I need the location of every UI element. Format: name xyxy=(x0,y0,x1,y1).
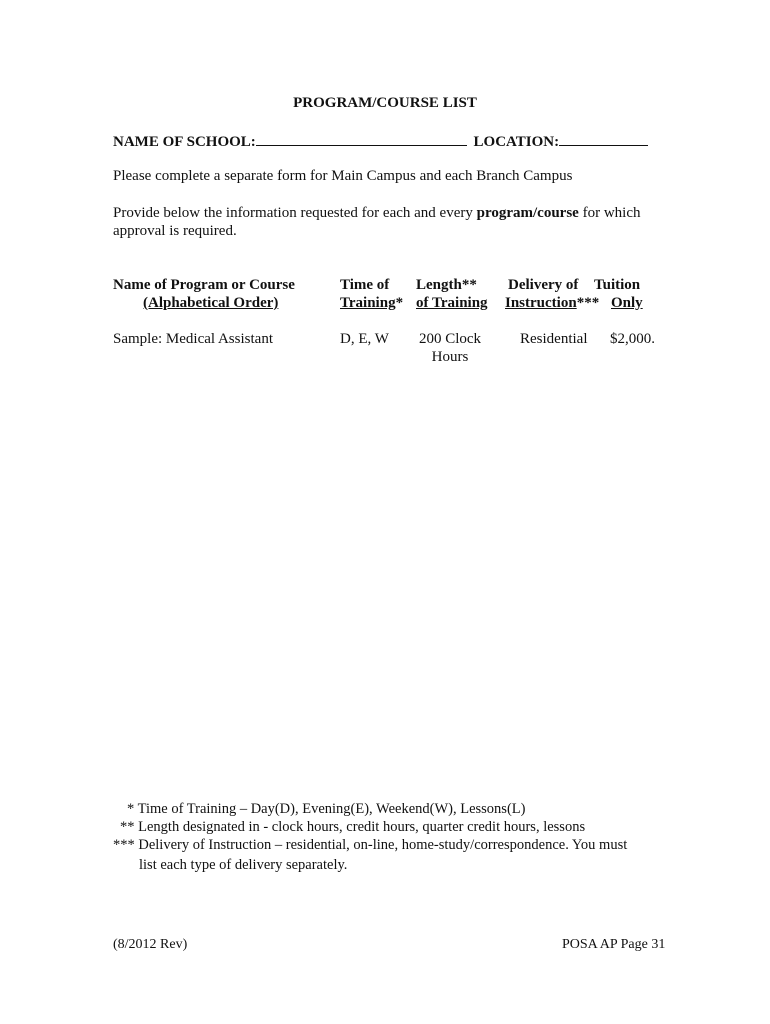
footnote-time: * Time of Training – Day(D), Evening(E), Weekend(W), Lessons(L) xyxy=(127,801,526,817)
sample-length-line2: Hours xyxy=(431,349,469,365)
instruction-provide-info-line2: approval is required. xyxy=(113,223,237,239)
school-location-line xyxy=(113,131,648,151)
instruction-text-before: Provide below the information requested for each and every xyxy=(113,205,477,221)
header-time-of: Time of xyxy=(340,277,390,293)
footnote-length: ** Length designated in - clock hours, credit hours, quarter credit hours, lessons xyxy=(120,819,586,835)
header-instruction xyxy=(505,294,599,312)
location-label: LOCATION: xyxy=(473,134,560,150)
header-program-order-text: (Alphabetical Order) xyxy=(143,295,279,311)
instruction-text-after: for which xyxy=(578,205,641,221)
location-field[interactable] xyxy=(559,131,648,146)
header-length: Length** xyxy=(416,277,477,293)
page-number: POSA AP Page 31 xyxy=(562,937,666,952)
sample-length-line1: 200 Clock xyxy=(418,331,482,347)
instruction-separate-form: Please complete a separate form for Main Campus and each Branch Campus xyxy=(113,168,573,184)
header-only: Only xyxy=(611,295,643,311)
name-of-school-label: NAME OF SCHOOL: xyxy=(113,134,256,150)
header-training-marker: * xyxy=(395,295,404,311)
header-training xyxy=(340,294,403,312)
footnote-delivery: *** Delivery of Instruction – residential, on-line, home-study/correspondence. You must xyxy=(113,837,628,853)
header-training-text: Training xyxy=(340,295,396,311)
sample-time-of-training: D, E, W xyxy=(340,331,389,347)
instruction-provide-info xyxy=(113,204,640,222)
header-instruction-text: Instruction xyxy=(505,295,577,311)
name-of-school-field[interactable] xyxy=(256,131,467,146)
header-of-training: of Training xyxy=(416,295,488,311)
revision-date: (8/2012 Rev) xyxy=(113,937,188,952)
sample-delivery: Residential xyxy=(520,331,588,347)
footnote-delivery-line2: list each type of delivery separately. xyxy=(139,857,348,873)
page-title: PROGRAM/COURSE LIST xyxy=(293,95,477,111)
sample-program-name: Sample: Medical Assistant xyxy=(113,331,273,347)
header-program-name: Name of Program or Course xyxy=(113,277,295,293)
header-tuition: Tuition xyxy=(594,277,641,293)
header-program-order xyxy=(113,294,292,312)
sample-tuition: $2,000. xyxy=(610,331,655,347)
instruction-emphasis: program/course xyxy=(476,205,579,221)
header-instruction-marker: *** xyxy=(576,295,600,311)
header-delivery-of: Delivery of xyxy=(508,277,579,293)
